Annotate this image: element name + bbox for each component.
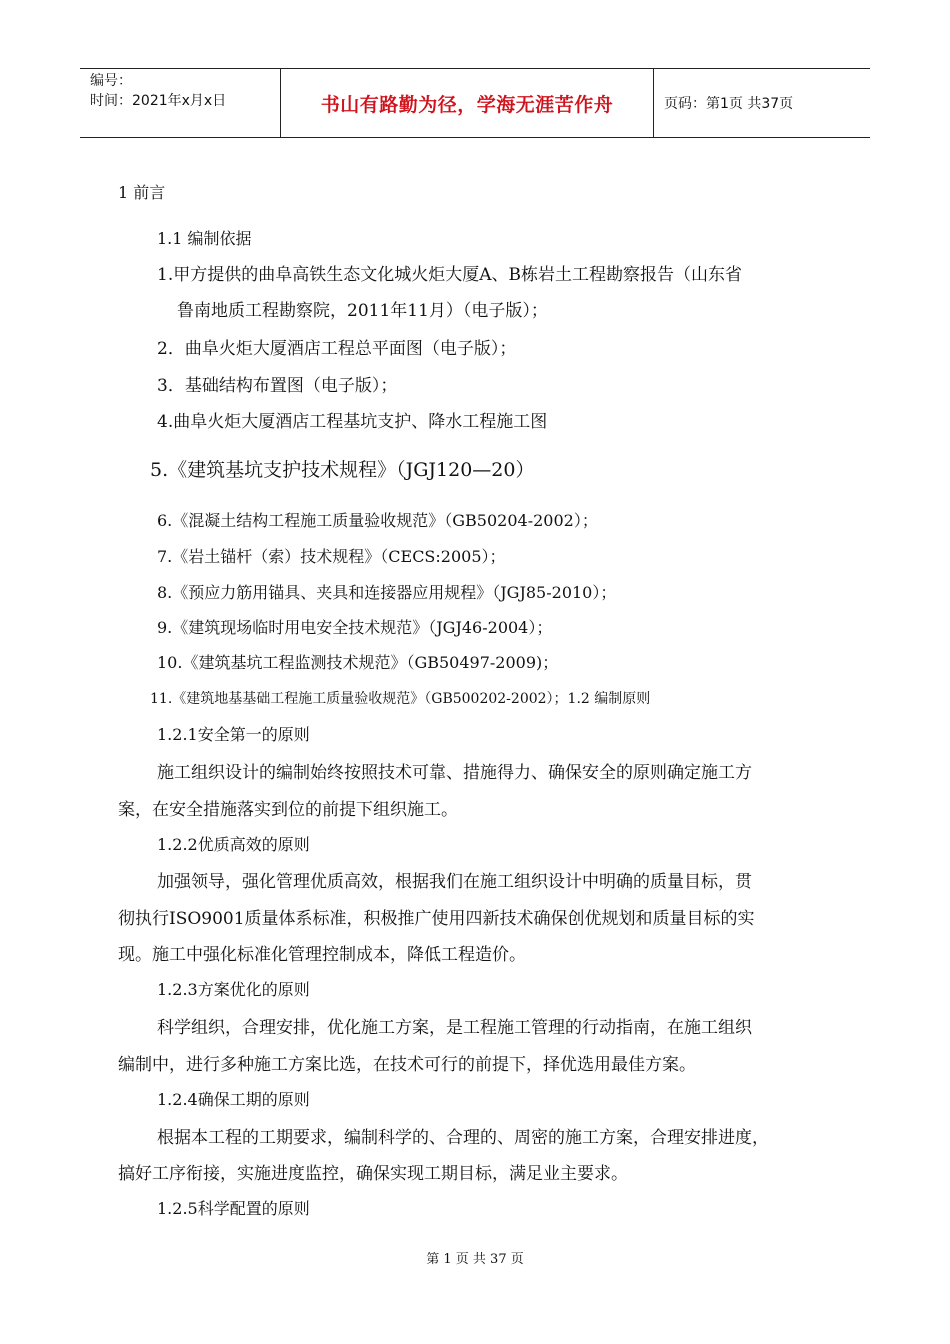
reference-item: 6.《混凝土结构工程施工质量验收规范》（GB50204-2002）； <box>157 511 598 530</box>
reference-item: 9.《建筑现场临时用电安全技术规范》（JGJ46-2004）； <box>157 618 553 637</box>
reference-item: 3．基础结构布置图（电子版）； <box>157 376 398 396</box>
principle-heading: 1.2.4确保工期的原则 <box>157 1090 310 1109</box>
reference-item: 2．曲阜火炬大厦酒店工程总平面图（电子版）； <box>157 339 517 359</box>
paragraph-line: 加强领导，强化管理优质高效，根据我们在施工组织设计中明确的质量目标，贯 <box>157 872 752 892</box>
header-motto-cell <box>280 69 654 137</box>
principle-heading: 1.2.3方案优化的原则 <box>157 980 310 999</box>
reference-item: 10.《建筑基坑工程监测技术规范》（GB50497-2009)； <box>157 653 559 672</box>
principle-heading: 1.2.5科学配置的原则 <box>157 1199 310 1218</box>
subsection-heading: 1.1 编制依据 <box>157 229 252 248</box>
header-page-info: 页码：第1页 共37页 <box>664 96 794 112</box>
reference-item: 4.曲阜火炬大厦酒店工程基坑支护、降水工程施工图 <box>157 412 548 432</box>
document-number-label: 编号： <box>90 73 132 89</box>
paragraph-line: 现。施工中强化标准化管理控制成本，降低工程造价。 <box>118 945 526 965</box>
paragraph-line: 搞好工序衔接，实施进度监控，确保实现工期目标，满足业主要求。 <box>118 1164 628 1184</box>
paragraph-line: 彻执行ISO9001质量体系标准，积极推广使用四新技术确保创优规划和质量目标的实 <box>118 909 755 929</box>
header-motto: 书山有路勤为径，学海无涯苦作舟 <box>320 93 614 116</box>
reference-item: 1.甲方提供的曲阜高铁生态文化城火炬大厦A、B栋岩土工程勘察报告（山东省 <box>157 265 742 285</box>
paragraph-line: 编制中，进行多种施工方案比选，在技术可行的前提下，择优选用最佳方案。 <box>118 1055 696 1075</box>
reference-item: 8.《预应力筋用锚具、夹具和连接器应用规程》（JGJ85-2010）； <box>157 583 617 602</box>
paragraph-line: 根据本工程的工期要求，编制科学的、合理的、周密的施工方案，合理安排进度， <box>157 1128 769 1148</box>
principle-heading: 1.2.2优质高效的原则 <box>157 835 310 854</box>
reference-item: 7.《岩土锚杆（索）技术规程》（CECS:2005）； <box>157 547 506 566</box>
paragraph-line: 施工组织设计的编制始终按照技术可靠、措施得力、确保安全的原则确定施工方 <box>157 763 752 783</box>
reference-item: 11.《建筑地基基础工程施工质量验收规范》（GB500202-2002）；1.2 编制原则 <box>150 691 651 707</box>
page-footer: 第 1 页 共 37 页 <box>426 1252 524 1267</box>
header-page-cell <box>654 69 870 137</box>
reference-item-continued: 鲁南地质工程勘察院，2011年11月）（电子版）； <box>177 301 548 321</box>
section-heading: 1 前言 <box>118 183 166 202</box>
header-table <box>80 68 870 138</box>
paragraph-line: 科学组织，合理安排，优化施工方案，是工程施工管理的行动指南，在施工组织 <box>157 1018 752 1038</box>
document-date: 时间：2021年x月x日 <box>90 93 227 109</box>
principle-heading: 1.2.1安全第一的原则 <box>157 725 310 744</box>
reference-item: 5.《建筑基坑支护技术规程》（JGJ120—20） <box>150 459 535 481</box>
header-left-cell <box>80 69 280 137</box>
paragraph-line: 案，在安全措施落实到位的前提下组织施工。 <box>118 800 458 820</box>
